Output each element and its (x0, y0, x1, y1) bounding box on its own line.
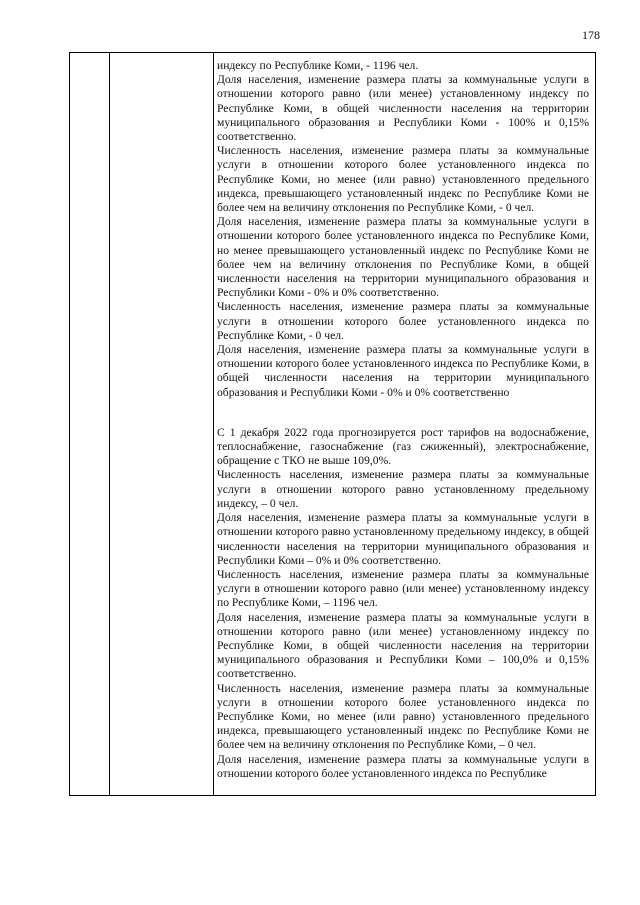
column-divider-1 (109, 53, 110, 795)
paragraph: Доля населения, изменение размера платы за коммунальные услуги в отношении которого более установленного индекса по Республике (217, 752, 589, 780)
paragraph: Доля населения, изменение размера платы за коммунальные услуги в отношении которого более установленного индекса по Республике Коми, но менее превышающего установленный индекс по Республике Коми не более чем на величину отклонения по Республике Коми, в общей численности населения на территории муниципального образования и Республики Коми - 0% и 0% соответственно. (217, 215, 589, 300)
paragraph: Численность населения, изменение размера платы за коммунальные услуги в отношении которого равно установленному предельному индексу, – 0 чел. (217, 468, 589, 510)
paragraph: Численность населения, изменение размера платы за коммунальные услуги в отношении которого более установленного индекса по Республике Коми, но менее (или равно) установленного предельного индекса, превышающего установленный индекс по Республике Коми не более чем на величину отклонения по Республике Коми, – 0 чел. (217, 681, 589, 752)
paragraph: индексу по Республике Коми, - 1196 чел. (217, 59, 419, 72)
paragraph: Доля населения, изменение размера платы за коммунальные услуги в отношении которого равно (или менее) установленному индексу по Республике Коми, в общей численности населения на территории муниципального образования и Республики Коми - 100% и 0,15% соответственно. (217, 73, 589, 144)
paragraph: Численность населения, изменение размера платы за коммунальные услуги в отношении которого более установленного индекса по Республике Коми, но менее (или равно) установленного предельного индекса, превышающего установленный индекс по Республике Коми не более чем на величину отклонения по Республике Коми, - 0 чел. (217, 144, 589, 215)
paragraph: Численность населения, изменение размера платы за коммунальные услуги в отношении которого более установленного индекса по Республике Коми, - 0 чел. (217, 300, 589, 342)
paragraph: С 1 декабря 2022 года прогнозируется рост тарифов на водоснабжение, теплоснабжение, газоснабжение (газ сжиженный), электроснабжение, обращение с ТКО не выше 109,0%. (217, 425, 589, 468)
document-table (69, 52, 596, 796)
column-divider-2 (213, 53, 214, 795)
paragraph: Численность населения, изменение размера платы за коммунальные услуги в отношении которого равно (или менее) установленному индексу по Республике Коми, – 1196 чел. (217, 567, 589, 610)
paragraph: Доля населения, изменение размера платы за коммунальные услуги в отношении которого равно установленному предельному индексу, в общей численности населения на территории муниципального образования и Республики Коми – 0% и 0% соответственно. (217, 511, 589, 567)
paragraph: Доля населения, изменение размера платы за коммунальные услуги в отношении которого более установленного индекса по Республике Коми, в общей численности населения на территории муниципального образования и Республики Коми - 0% и 0% соответственно (217, 343, 589, 399)
page-number: 178 (582, 28, 600, 42)
text-cell (217, 59, 589, 781)
paragraph: Доля населения, изменение размера платы за коммунальные услуги в отношении которого равно (или менее) установленному индексу по Республике Коми, в общей численности населения на территории муниципального образования и Республики Коми – 100,0% и 0,15% соответственно. (217, 610, 589, 681)
